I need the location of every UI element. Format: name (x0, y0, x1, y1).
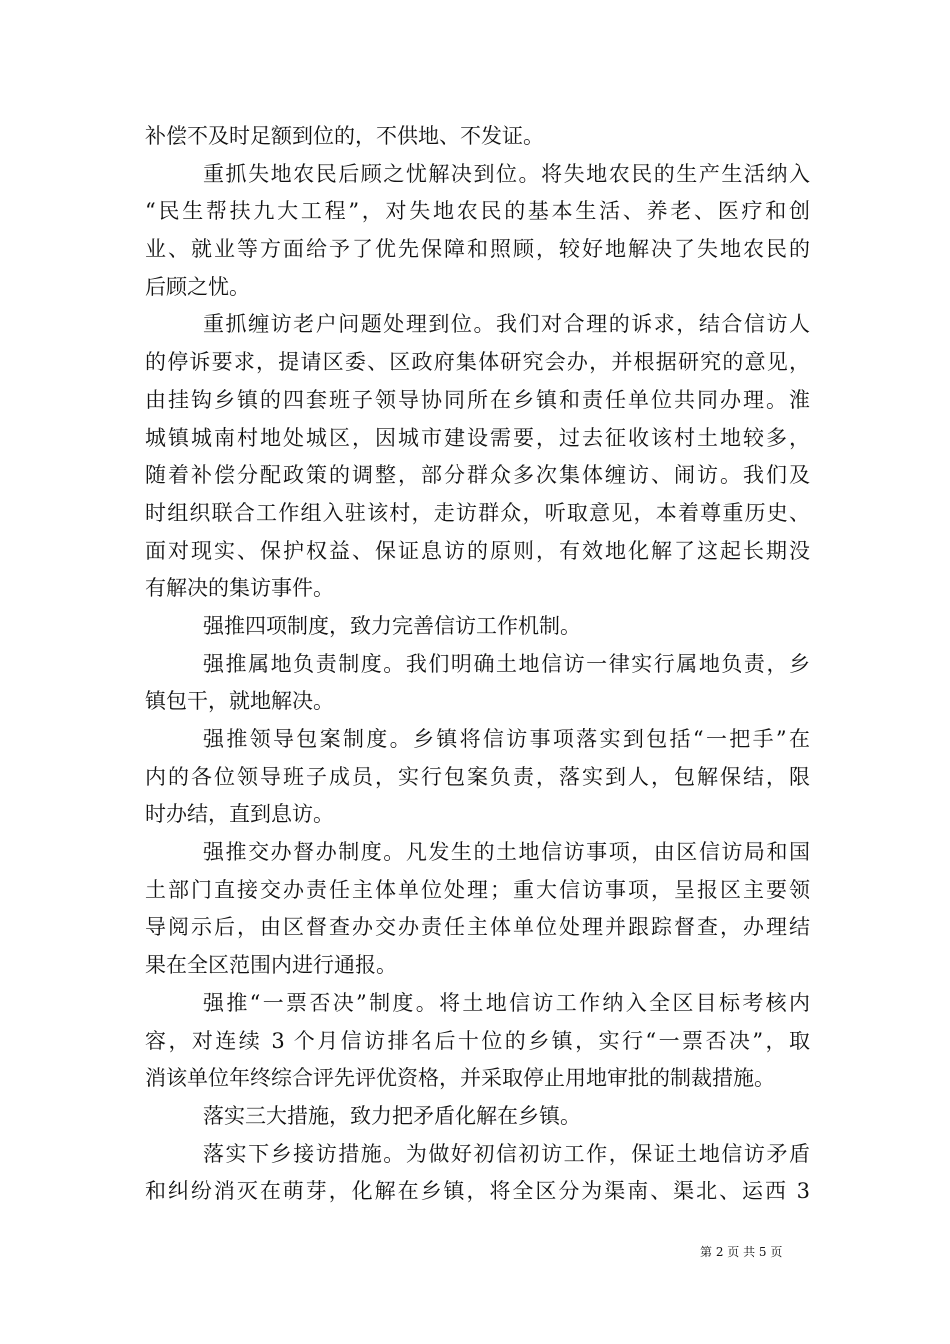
paragraph-line: 和纠纷消灭在萌芽，化解在乡镇，将全区分为渠南、渠北、运西 3 (145, 1179, 810, 1204)
paragraph-line: 果在全区范围内进行通报。 (145, 953, 397, 978)
paragraph (145, 118, 810, 156)
paragraph-line: 落实下乡接访措施。为做好初信初访工作，保证土地信访矛盾 (203, 1141, 810, 1166)
paragraph (145, 1136, 810, 1211)
paragraph-line: 强推“一票否决”制度。将土地信访工作纳入全区目标考核内 (203, 990, 810, 1015)
paragraph (145, 608, 810, 646)
paragraph-line: 补偿不及时足额到位的，不供地、不发证。 (145, 124, 544, 148)
paragraph-line: 镇包干，就地解决。 (145, 689, 334, 714)
paragraph-line: 消该单位年终综合评先评优资格，并采取停止用地审批的制裁措施。 (145, 1066, 775, 1091)
page-number-footer: 第 2 页 共 5 页 (700, 1245, 783, 1259)
paragraph-line: 时办结，直到息访。 (145, 802, 334, 827)
paragraph-line: 强推属地负责制度。我们明确土地信访一律实行属地负责，乡 (203, 651, 810, 676)
paragraph-line: 城镇城南村地处城区，因城市建设需要，过去征收该村土地较多， (145, 425, 810, 450)
paragraph-line: 落实三大措施，致力把矛盾化解在乡镇。 (203, 1103, 581, 1128)
paragraph-line: “民生帮扶九大工程”，对失地农民的基本生活、养老、医疗和创 (145, 199, 810, 224)
paragraph (145, 721, 810, 834)
paragraph-line: 后顾之忧。 (145, 274, 250, 299)
paragraph (145, 156, 810, 307)
paragraph-line: 重抓失地农民后顾之忧解决到位。将失地农民的生产生活纳入 (203, 161, 810, 186)
paragraph-line: 强推四项制度，致力完善信访工作机制。 (203, 613, 581, 638)
paragraph-line: 由挂钩乡镇的四套班子领导协同所在乡镇和责任单位共同办理。淮 (145, 387, 810, 412)
paragraph (145, 834, 810, 985)
paragraph (145, 985, 810, 1098)
paragraph-line: 土部门直接交办责任主体单位处理；重大信访事项，呈报区主要领 (145, 877, 810, 902)
paragraph-line: 重抓缠访老户问题处理到位。我们对合理的诉求，结合信访人 (203, 312, 810, 337)
paragraph-line: 的停诉要求，提请区委、区政府集体研究会办，并根据研究的意见， (145, 350, 810, 375)
paragraph-line: 强推交办督办制度。凡发生的土地信访事项，由区信访局和国 (203, 840, 810, 865)
paragraph-line: 随着补偿分配政策的调整，部分群众多次集体缠访、闹访。我们及 (145, 463, 810, 488)
paragraph-line: 内的各位领导班子成员，实行包案负责，落实到人，包解保结，限 (145, 764, 810, 789)
paragraph-line: 强推领导包案制度。乡镇将信访事项落实到包括“一把手”在 (203, 727, 810, 751)
paragraph-line: 面对现实、保护权益、保证息访的原则，有效地化解了这起长期没 (145, 538, 810, 563)
paragraph (145, 306, 810, 608)
paragraph (145, 1098, 810, 1136)
paragraph-line: 容，对连续 3 个月信访排名后十位的乡镇，实行“一票否决”，取 (145, 1028, 810, 1053)
paragraph-line: 有解决的集访事件。 (145, 576, 334, 601)
paragraph (145, 646, 810, 721)
document-body (145, 118, 810, 1211)
paragraph-line: 导阅示后，由区督查办交办责任主体单位处理并跟踪督查，办理结 (145, 915, 810, 940)
paragraph-line: 业、就业等方面给予了优先保障和照顾，较好地解决了失地农民的 (145, 237, 810, 262)
paragraph-line: 时组织联合工作组入驻该村，走访群众，听取意见，本着尊重历史、 (145, 500, 810, 525)
